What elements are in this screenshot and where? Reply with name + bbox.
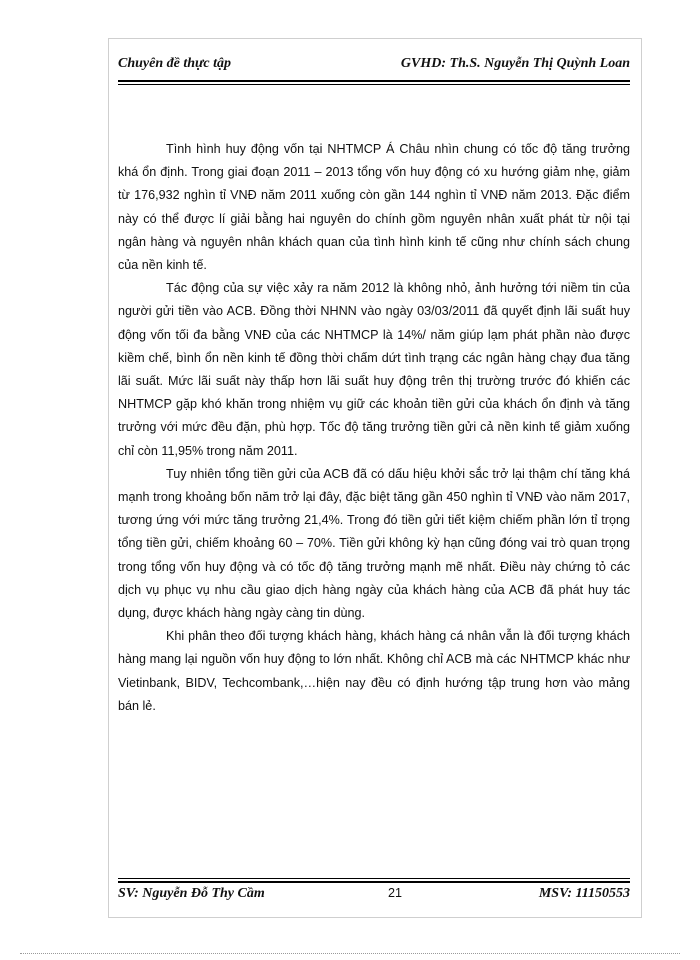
paragraph-2: Tác động của sự việc xảy ra năm 2012 là không nhỏ, ảnh hưởng tới niềm tin của người gửi tiền vào ACB. Đồng thời NHNN vào ngày 03/03/2011 đã quyết định lãi suất huy động vốn tối đa bằng VNĐ của các NHTMCP là 14%/ năm giúp lạm phát phần nào được kiềm chế, bình ổn nền kinh tế đồng thời chấm dứt tình trạng các ngân hàng chạy đua tăng lãi suất. Mức lãi suất này thấp hơn lãi suất huy động trên thị trường trước đó khiến các NHTMCP gặp khó khăn trong nhiệm vụ giữ các khoản tiền gửi của khách ổn định và tăng trưởng với mức đều đặn, phù hợp. Tốc độ tăng trưởng tiền gửi cả nền kinh tế giảm xuống chỉ còn 11,95% trong năm 2011.: [118, 281, 630, 458]
paragraph-4: Khi phân theo đối tượng khách hàng, khách hàng cá nhân vẫn là đối tượng khách hàng mang lại nguồn vốn huy động to lớn nhất. Không chỉ ACB mà các NHTMCP khác như Vietinbank, BIDV, Techcombank,…hiện nay đều có định hướng tập trung hơn vào mảng bán lẻ.: [118, 629, 630, 713]
footer-student-id: MSV: 11150553: [538, 886, 630, 901]
paragraph-3: Tuy nhiên tổng tiền gửi của ACB đã có dấu hiệu khởi sắc trở lại thậm chí tăng khá mạnh trong khoảng bốn năm trở lại đây, đặc biệt tăng gần 450 nghìn tỉ VNĐ vào năm 2017, tương ứng với mức tăng trưởng 21,4%. Trong đó tiền gửi tiết kiệm chiếm phần lớn tỉ trọng tổng tiền gửi, chiếm khoảng 60 – 70%. Tiền gửi không kỳ hạn cũng đóng vai trò quan trọng trong tổng vốn huy động và có tốc độ tăng trưởng mạnh mẽ nhất. Điều này chứng tỏ các dịch vụ phục vụ nhu cầu giao dịch hàng ngày của khách hàng của ACB đã phát huy tác dụng, được khách hàng ngày càng tin dùng.: [118, 466, 630, 621]
page-number: 21: [388, 886, 403, 900]
page-footer: [118, 886, 630, 906]
page-header: [118, 56, 630, 78]
page-break-dots: [20, 953, 680, 954]
footer-student: SV: Nguyễn Đỗ Thy Cầm: [118, 886, 265, 901]
header-supervisor: GVHD: Th.S. Nguyễn Thị Quỳnh Loan: [400, 56, 630, 71]
header-rule-thin: [118, 84, 630, 85]
header-rule-thick: [118, 80, 630, 82]
paragraph-1: Tình hình huy động vốn tại NHTMCP Á Châu nhìn chung có tốc độ tăng trưởng khá ổn định. Trong giai đoạn 2011 – 2013 tổng vốn huy động có xu hướng giảm nhẹ, giảm từ 176,932 nghìn tỉ VNĐ năm 2011 xuống còn gần 144 nghìn tỉ VNĐ năm 2013. Đặc điểm này có thể được lí giải bằng hai nguyên do chính gồm nguyên nhân xuất phát từ nội tại ngân hàng và nguyên nhân khách quan của tình hình kinh tế cũng như chính sách chung của nền kinh tế.: [118, 142, 630, 273]
header-title: Chuyên đề thực tập: [118, 56, 232, 71]
body-text: [118, 138, 630, 718]
footer-rule-thick: [118, 881, 630, 883]
footer-rule-thin: [118, 878, 630, 879]
